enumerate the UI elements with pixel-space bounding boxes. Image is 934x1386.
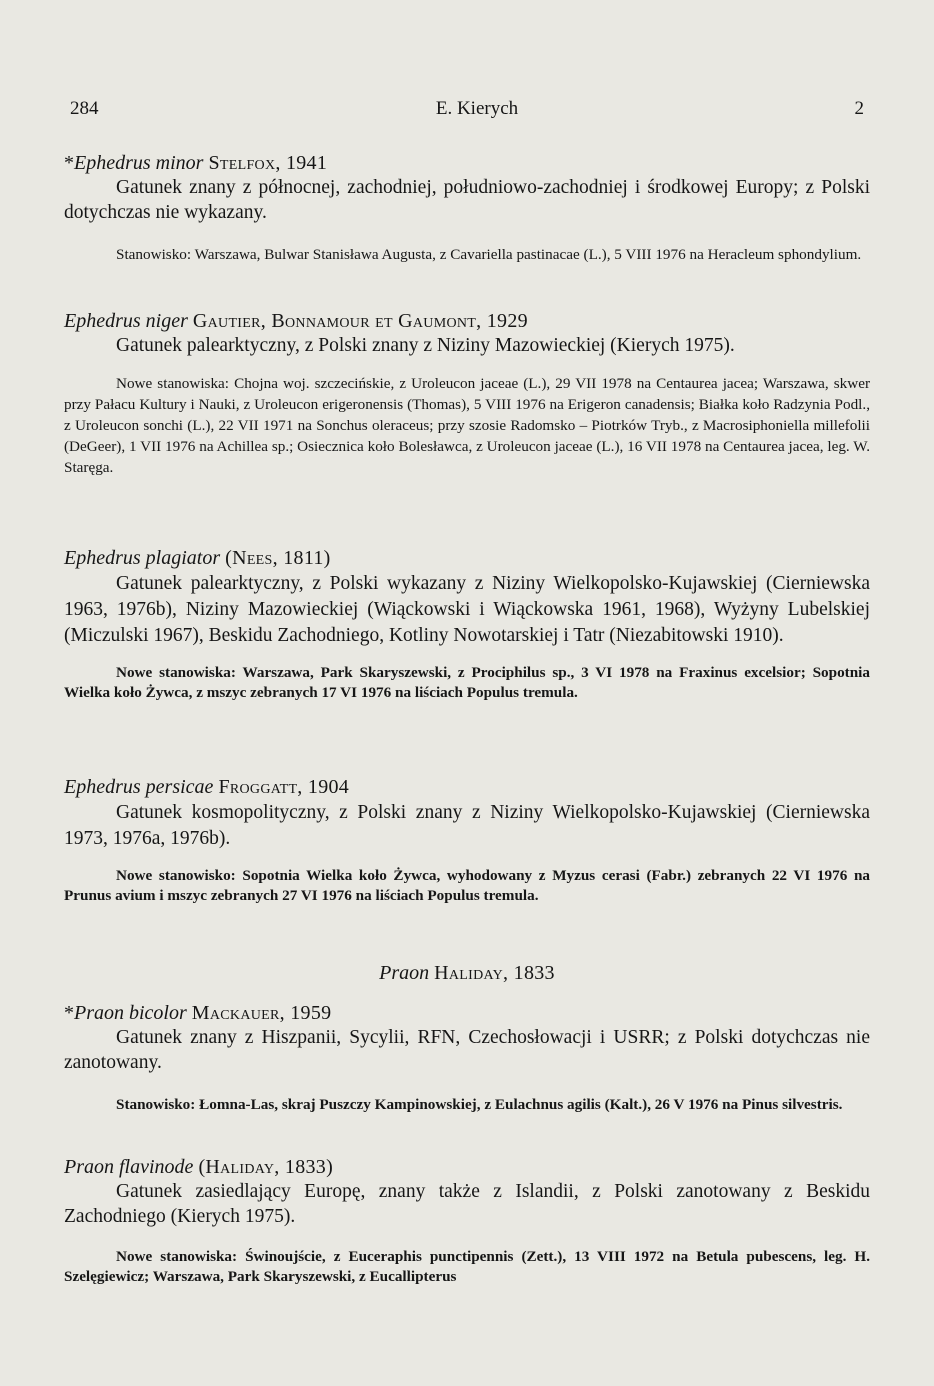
locality-note: Stanowisko: Łomna-Las, skraj Puszczy Kampinowskiej, z Eulachnus agilis (Kalt.), 26 V 1976 na Pinus silvestris.	[116, 1096, 843, 1113]
page-header	[70, 98, 864, 124]
page-number-right: 2	[854, 98, 864, 119]
species-description: Gatunek kosmopolityczny, z Polski znany z Niziny Wielkopolsko-Kujawskiej (Cierniewska 1973, 1976a, 1976b).	[64, 802, 870, 849]
entry-ephedrus-minor	[64, 150, 870, 265]
species-heading: *Ephedrus minor Stelfox, 1941	[64, 152, 328, 174]
locality-note: Nowe stanowisko: Sopotnia Wielka koło Żywca, wyhodowany z Myzus cerasi (Fabr.) zebranych 22 VI 1976 na Prunus avium i mszyc zebranych 27 VI 1976 na liściach Populus tremula.	[64, 867, 870, 904]
running-head: E. Kierych	[435, 98, 519, 119]
species-description: Gatunek palearktyczny, z Polski wykazany z Niziny Wielkopolsko-Kujawskiej (Cierniewska 1963, 1976b), Niziny Mazowieckiej (Wiąckowski i Wiąckowska 1961, 1968), Wyżyny Lubelskiej (Miczulski 1967), Beskidu Zachodniego, Kotliny Nowotarskiej i Tatr (Niezabitowski 1910).	[64, 573, 870, 646]
page-number-left: 284	[70, 98, 99, 119]
entry-praon-flavinode	[64, 1154, 870, 1287]
species-description: Gatunek palearktyczny, z Polski znany z Niziny Mazowieckiej (Kierych 1975).	[116, 335, 735, 356]
species-description: Gatunek znany z Hiszpanii, Sycylii, RFN, Czechosłowacji i USRR; z Polski dotychczas nie zanotowany.	[64, 1027, 870, 1073]
species-heading: *Praon bicolor Mackauer, 1959	[64, 1002, 332, 1024]
locality-note: Stanowisko: Warszawa, Bulwar Stanisława Augusta, z Cavariella pastinacae (L.), 5 VIII 1976 na Heracleum sphondylium.	[116, 246, 862, 263]
locality-note: Nowe stanowiska: Świnoujście, z Euceraphis punctipennis (Zett.), 13 VIII 1972 na Betula pubescens, leg. H. Szelęgiewicz; Warszawa, Park Skaryszewski, z Eucallipterus	[64, 1248, 870, 1285]
species-description: Gatunek zasiedlający Europę, znany także z Islandii, z Polski zanotowany z Beskidu Zachodniego (Kierych 1975).	[64, 1181, 870, 1227]
locality-note: Nowe stanowiska: Warszawa, Park Skaryszewski, z Prociphilus sp., 3 VI 1978 na Fraxinus excelsior; Sopotnia Wielka koło Żywca, z mszyc zebranych 17 VI 1976 na liściach Populus tremula.	[64, 664, 870, 701]
locality-note: Nowe stanowiska: Chojna woj. szczecińskie, z Uroleucon jaceae (L.), 29 VII 1978 na Centaurea jacea; Warszawa, skwer przy Pałacu Kultury i Nauki, z Uroleucon erigeronensis (Thomas), 5 VIII 1976 na Erigeron canadensis; Białka koło Radzynia Podl., z Uroleucon sonchi (L.), 22 VII 1971 na Sonchus oleraceus; przy szosie Radomsko – Piotrków Tryb., z Macrosiphoniella millefolii (DeGeer), 1 VII 1976 na Achillea sp.; Osiecznica koło Bolesławca, z Uroleucon jaceae (L.), 16 VII 1978 na Centaurea jacea, leg. W. Staręga.	[64, 374, 871, 476]
entry-ephedrus-niger	[64, 308, 870, 478]
species-heading: Ephedrus niger Gautier, Bonnamour et Gaumont, 1929	[64, 310, 528, 332]
species-heading: Ephedrus persicae Froggatt, 1904	[64, 776, 350, 798]
species-heading: Praon flavinode (Haliday, 1833)	[64, 1156, 334, 1178]
entry-ephedrus-persicae	[64, 774, 870, 906]
genus-heading: Praon Haliday, 1833	[379, 962, 555, 984]
species-description: Gatunek znany z północnej, zachodniej, południowo-zachodniej i środkowej Europy; z Polski dotychczas nie wykazany.	[64, 177, 870, 223]
entry-praon-bicolor	[64, 1000, 870, 1115]
entry-ephedrus-plagiator	[64, 545, 870, 703]
species-heading: Ephedrus plagiator (Nees, 1811)	[64, 547, 331, 569]
